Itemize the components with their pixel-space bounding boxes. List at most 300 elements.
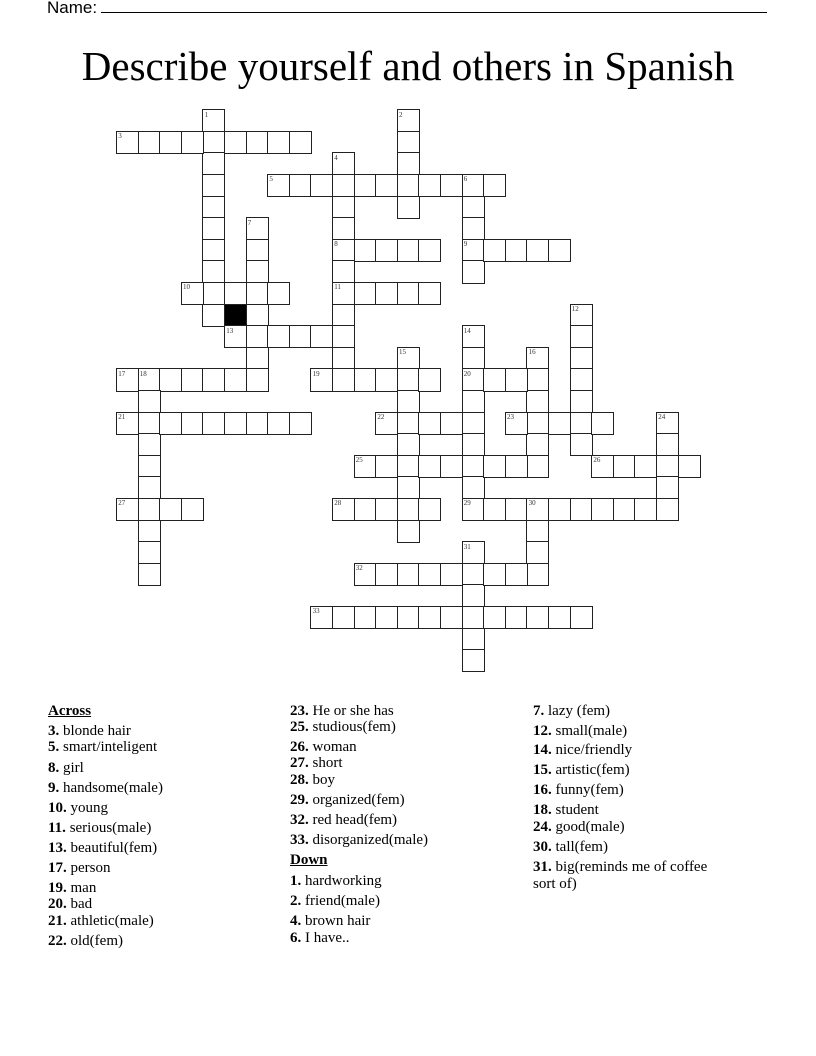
clue-number: 5	[269, 175, 273, 184]
grid-cell[interactable]	[656, 455, 679, 478]
grid-cell[interactable]	[526, 541, 549, 564]
clue-number: 25	[355, 456, 363, 465]
grid-cell[interactable]	[526, 390, 549, 413]
clue-number-label: 18.	[533, 802, 552, 818]
grid-cell[interactable]	[267, 412, 290, 435]
clue-number: 27	[118, 499, 126, 508]
clue-number-label: 26.	[290, 739, 309, 755]
grid-cell[interactable]	[462, 260, 485, 283]
clue-number-label: 13.	[48, 840, 67, 856]
clue-number: 8	[334, 240, 338, 249]
clue-text: handsome(male)	[59, 780, 163, 796]
grid-cell[interactable]	[570, 433, 593, 456]
grid-cell[interactable]	[181, 368, 204, 391]
grid-cell[interactable]	[505, 239, 528, 262]
clue-item	[290, 772, 335, 788]
clue-number: 28	[334, 499, 342, 508]
clue-number-label: 25.	[290, 719, 309, 735]
page-title: Describe yourself and others in Spanish	[81, 43, 735, 89]
clue-text: girl	[59, 760, 84, 776]
clue-item	[48, 780, 163, 796]
clue-text: disorganized(male)	[308, 832, 429, 848]
grid-cell[interactable]	[483, 368, 506, 391]
grid-cell[interactable]	[202, 304, 225, 327]
clue-number: 1	[204, 110, 209, 119]
grid-cell[interactable]	[397, 498, 420, 521]
clue-number: 14	[463, 326, 471, 335]
grid-cell[interactable]	[397, 455, 420, 478]
grid-cell[interactable]	[526, 239, 549, 262]
grid-cell[interactable]	[224, 368, 247, 391]
grid-cell[interactable]	[462, 433, 485, 456]
grid-cell[interactable]	[397, 606, 420, 629]
grid-cell[interactable]	[332, 606, 355, 629]
clue-text: short	[308, 755, 343, 771]
clue-number-label: 3.	[48, 723, 60, 739]
grid-cell[interactable]	[483, 498, 506, 521]
grid-cell[interactable]	[246, 239, 269, 262]
clue-item	[290, 893, 380, 909]
grid-cell[interactable]	[246, 131, 269, 154]
grid-cell[interactable]	[202, 217, 225, 240]
clue-number: 24	[658, 412, 666, 421]
clue-number-label: 12.	[533, 723, 552, 739]
clue-number-label: 32.	[290, 812, 309, 828]
clue-item	[290, 792, 405, 808]
clue-item	[533, 782, 624, 798]
clue-item	[290, 755, 343, 771]
grid-cell[interactable]	[246, 304, 269, 327]
grid-cell[interactable]	[289, 412, 312, 435]
clue-number-label: 11.	[48, 820, 66, 836]
clue-text: tall(fem)	[551, 839, 608, 855]
clue-number-label: 7.	[533, 703, 545, 719]
grid-cell[interactable]	[526, 520, 549, 543]
grid-cell[interactable]	[246, 347, 269, 370]
clue-number-label: 4.	[290, 913, 302, 929]
grid-cell[interactable]	[375, 606, 398, 629]
clue-item	[48, 723, 131, 739]
grid-cell[interactable]	[224, 412, 247, 435]
grid-cell[interactable]	[570, 498, 593, 521]
clue-number: 2	[399, 110, 403, 119]
grid-cell[interactable]	[354, 282, 377, 305]
clue-number-label: 2.	[290, 893, 302, 909]
clue-text: student	[551, 802, 599, 818]
grid-cell[interactable]	[138, 412, 161, 435]
grid-cell[interactable]	[570, 368, 593, 391]
grid-cell[interactable]	[181, 131, 204, 154]
grid-cell[interactable]	[397, 239, 420, 262]
clue-item	[533, 859, 707, 875]
grid-cell[interactable]	[267, 282, 290, 305]
clue-number: 18	[139, 369, 147, 378]
grid-cell[interactable]	[462, 455, 485, 478]
clue-item	[290, 812, 397, 828]
grid-cell[interactable]	[397, 196, 420, 219]
clue-number: 30	[528, 499, 536, 508]
clue-number-label: 30.	[533, 839, 552, 855]
grid-cell[interactable]	[591, 412, 614, 435]
clue-item	[290, 703, 394, 719]
grid-cell[interactable]	[138, 498, 161, 521]
grid-cell[interactable]	[526, 455, 549, 478]
clue-number-label: 15.	[533, 762, 552, 778]
grid-cell[interactable]	[505, 563, 528, 586]
grid-cell[interactable]	[505, 498, 528, 521]
grid-cell[interactable]	[181, 412, 204, 435]
clue-item	[48, 840, 157, 856]
grid-cell[interactable]	[462, 196, 485, 219]
clue-number: 22	[377, 412, 385, 421]
down-heading: Down	[290, 852, 328, 868]
grid-cell[interactable]	[462, 476, 485, 499]
clue-number-label: 10.	[48, 800, 67, 816]
grid-cell[interactable]	[548, 239, 571, 262]
clue-number-label: 8.	[48, 760, 60, 776]
grid-cell[interactable]	[613, 498, 636, 521]
grid-cell[interactable]	[462, 412, 485, 435]
grid-cell[interactable]	[613, 455, 636, 478]
grid-cell[interactable]	[462, 584, 485, 607]
clue-text: athletic(male)	[66, 913, 154, 929]
clue-item	[533, 742, 632, 758]
clue-number: 26	[593, 456, 601, 465]
grid-cell[interactable]	[440, 455, 463, 478]
clue-text: organized(fem)	[308, 792, 405, 808]
grid-cell[interactable]	[138, 563, 161, 586]
grid-cell[interactable]	[224, 131, 247, 154]
clue-number-label: 21.	[48, 913, 67, 929]
clue-number: 29	[463, 499, 471, 508]
grid-cell[interactable]	[332, 325, 355, 348]
clue-number: 31	[463, 542, 471, 551]
grid-cell[interactable]	[202, 174, 225, 197]
clue-text: brown hair	[301, 913, 371, 929]
clue-item	[533, 723, 627, 739]
clue-text: beautiful(fem)	[66, 840, 158, 856]
grid-cell[interactable]	[332, 196, 355, 219]
grid-cell[interactable]	[202, 282, 225, 305]
grid-cell[interactable]	[526, 563, 549, 586]
grid-cell[interactable]	[246, 282, 269, 305]
clue-text: man	[66, 880, 97, 896]
clue-number: 7	[247, 218, 252, 227]
clue-text: sort of)	[533, 876, 577, 892]
grid-cell[interactable]	[462, 563, 485, 586]
grid-cell[interactable]	[418, 498, 441, 521]
clue-number: 9	[463, 240, 468, 249]
grid-cell[interactable]	[418, 239, 441, 262]
clue-item	[48, 913, 154, 929]
clue-number: 12	[571, 304, 579, 313]
clue-item	[533, 703, 610, 719]
clue-number: 6	[463, 175, 468, 184]
grid-cell[interactable]	[332, 174, 355, 197]
clue-text: lazy (fem)	[544, 703, 611, 719]
grid-cell[interactable]	[548, 498, 571, 521]
clue-item	[48, 860, 111, 876]
grid-cell[interactable]	[354, 606, 377, 629]
clue-number-label: 24.	[533, 819, 552, 835]
grid-cell[interactable]	[202, 368, 225, 391]
grid-cell[interactable]	[570, 347, 593, 370]
clue-item	[290, 719, 396, 735]
clue-number: 17	[118, 369, 126, 378]
clue-number-label: 33.	[290, 832, 309, 848]
grid-cell[interactable]	[224, 282, 247, 305]
clue-item	[48, 800, 108, 816]
grid-cell[interactable]	[202, 131, 225, 154]
grid-cell[interactable]	[548, 606, 571, 629]
grid-cell[interactable]	[397, 131, 420, 154]
grid-cell[interactable]	[397, 390, 420, 413]
grid-cell[interactable]	[138, 433, 161, 456]
clue-text: big(reminds me of coffee	[551, 859, 708, 875]
clue-number-label: 1.	[290, 873, 302, 889]
clue-text: good(male)	[551, 819, 625, 835]
grid-cell[interactable]	[159, 131, 182, 154]
grid-cell[interactable]	[505, 368, 528, 391]
grid-cell[interactable]	[570, 606, 593, 629]
grid-cell[interactable]	[483, 606, 506, 629]
clue-number-label: 20.	[48, 896, 67, 912]
grid-cell[interactable]	[505, 606, 528, 629]
grid-cell[interactable]	[332, 217, 355, 240]
grid-cell[interactable]	[505, 455, 528, 478]
black-cell	[224, 304, 247, 327]
grid-cell[interactable]	[332, 368, 355, 391]
grid-cell[interactable]	[418, 606, 441, 629]
grid-cell[interactable]	[483, 239, 506, 262]
grid-cell[interactable]	[354, 239, 377, 262]
grid-cell[interactable]	[202, 239, 225, 262]
grid-cell[interactable]	[375, 368, 398, 391]
grid-cell[interactable]	[462, 347, 485, 370]
clue-item	[290, 873, 382, 889]
grid-cell[interactable]	[418, 174, 441, 197]
clue-item	[290, 930, 350, 946]
clue-number-label: 14.	[533, 742, 552, 758]
clue-item	[48, 896, 92, 912]
clue-number-label: 22.	[48, 933, 67, 949]
clue-number-label: 29.	[290, 792, 309, 808]
grid-cell[interactable]	[138, 455, 161, 478]
grid-cell[interactable]	[375, 174, 398, 197]
clue-number: 13	[226, 326, 234, 335]
grid-cell[interactable]	[246, 260, 269, 283]
grid-cell[interactable]	[483, 174, 506, 197]
clue-number-label: 28.	[290, 772, 309, 788]
grid-cell[interactable]	[570, 412, 593, 435]
clue-item	[533, 802, 599, 818]
grid-cell[interactable]	[397, 520, 420, 543]
grid-cell[interactable]	[462, 390, 485, 413]
grid-cell[interactable]	[310, 174, 333, 197]
clue-text: smart/inteligent	[59, 739, 158, 755]
clue-text: small(male)	[551, 723, 628, 739]
clue-text: blonde hair	[59, 723, 131, 739]
grid-cell[interactable]	[310, 325, 333, 348]
grid-cell[interactable]	[418, 368, 441, 391]
grid-cell[interactable]	[526, 433, 549, 456]
grid-cell[interactable]	[159, 368, 182, 391]
grid-cell[interactable]	[332, 260, 355, 283]
grid-cell[interactable]	[397, 152, 420, 175]
clue-number-label: 16.	[533, 782, 552, 798]
grid-cell[interactable]	[656, 433, 679, 456]
clue-number-label: 5.	[48, 739, 60, 755]
clue-text: funny(fem)	[551, 782, 624, 798]
grid-cell[interactable]	[418, 282, 441, 305]
clue-number: 10	[183, 283, 190, 292]
clue-item	[290, 832, 428, 848]
grid-cell[interactable]	[397, 563, 420, 586]
clue-text: young	[66, 800, 108, 816]
clue-text: bad	[66, 896, 93, 912]
clue-number: 16	[528, 348, 536, 357]
clue-text: hardworking	[301, 873, 382, 889]
clue-item	[48, 820, 151, 836]
grid-cell[interactable]	[462, 649, 485, 672]
clue-text: old(fem)	[66, 933, 123, 949]
clue-text: red head(fem)	[308, 812, 398, 828]
clue-number-label: 9.	[48, 780, 60, 796]
grid-cell[interactable]	[202, 260, 225, 283]
grid-cell[interactable]	[289, 325, 312, 348]
clue-number-label: 6.	[290, 930, 302, 946]
grid-cell[interactable]	[354, 174, 377, 197]
across-heading: Across	[48, 703, 92, 719]
clue-text: friend(male)	[301, 893, 380, 909]
clue-number-label: 31.	[533, 859, 552, 875]
grid-cell[interactable]	[181, 498, 204, 521]
clue-item	[533, 762, 630, 778]
clue-text: boy	[308, 772, 335, 788]
grid-cell[interactable]	[418, 412, 441, 435]
clue-number: 32	[355, 564, 363, 573]
clue-number: 33	[312, 607, 320, 616]
grid-cell[interactable]	[634, 498, 657, 521]
grid-cell[interactable]	[202, 412, 225, 435]
grid-cell[interactable]	[483, 455, 506, 478]
grid-cell[interactable]	[656, 476, 679, 499]
grid-cell[interactable]	[375, 455, 398, 478]
grid-cell[interactable]	[591, 498, 614, 521]
grid-cell[interactable]	[678, 455, 701, 478]
grid-cell[interactable]	[202, 152, 225, 175]
grid-cell[interactable]	[246, 368, 269, 391]
grid-cell[interactable]	[462, 606, 485, 629]
grid-cell[interactable]	[138, 131, 161, 154]
grid-cell[interactable]	[289, 131, 312, 154]
grid-cell[interactable]	[526, 606, 549, 629]
grid-cell[interactable]	[397, 368, 420, 391]
grid-cell[interactable]	[332, 304, 355, 327]
grid-cell[interactable]	[397, 174, 420, 197]
clue-text: serious(male)	[65, 820, 152, 836]
grid-cell[interactable]	[548, 412, 571, 435]
grid-cell[interactable]	[202, 196, 225, 219]
grid-cell[interactable]	[656, 498, 679, 521]
grid-cell[interactable]	[570, 390, 593, 413]
grid-cell[interactable]	[138, 520, 161, 543]
grid-cell[interactable]	[440, 174, 463, 197]
clue-text: He or she has	[308, 703, 394, 719]
clue-number-label: 19.	[48, 880, 67, 896]
grid-cell[interactable]	[138, 476, 161, 499]
grid-cell[interactable]	[526, 368, 549, 391]
clue-item	[48, 880, 96, 896]
clue-text: artistic(fem)	[551, 762, 630, 778]
clue-number: 20	[463, 369, 471, 378]
grid-cell[interactable]	[375, 282, 398, 305]
clue-number: 3	[118, 132, 122, 141]
grid-cell[interactable]	[462, 628, 485, 651]
grid-cell[interactable]	[267, 325, 290, 348]
grid-cell[interactable]	[289, 174, 312, 197]
grid-cell[interactable]	[332, 347, 355, 370]
grid-cell[interactable]	[526, 412, 549, 435]
clue-text: nice/friendly	[551, 742, 633, 758]
clue-text: person	[66, 860, 111, 876]
clue-item	[533, 876, 577, 892]
grid-cell[interactable]	[397, 433, 420, 456]
clue-number: 15	[399, 348, 406, 357]
clue-number: 23	[507, 412, 514, 421]
grid-cell[interactable]	[440, 412, 463, 435]
clue-item	[533, 819, 625, 835]
grid-cell[interactable]	[440, 606, 463, 629]
grid-cell[interactable]	[138, 541, 161, 564]
grid-cell[interactable]	[354, 498, 377, 521]
clue-item	[48, 739, 157, 755]
grid-cell[interactable]	[462, 217, 485, 240]
clue-number-label: 27.	[290, 755, 309, 771]
clue-number: 11	[334, 283, 341, 292]
grid-cell[interactable]	[570, 325, 593, 348]
grid-cell[interactable]	[375, 498, 398, 521]
clue-text: I have..	[301, 930, 350, 946]
grid-cell[interactable]	[159, 498, 182, 521]
grid-cell[interactable]	[267, 131, 290, 154]
grid-cell[interactable]	[375, 563, 398, 586]
grid-cell[interactable]	[138, 390, 161, 413]
name-label: Name:	[47, 0, 98, 17]
grid-cell[interactable]	[246, 325, 269, 348]
grid-cell[interactable]	[397, 282, 420, 305]
grid-cell[interactable]	[159, 412, 182, 435]
grid-cell[interactable]	[354, 368, 377, 391]
grid-cell[interactable]	[440, 563, 463, 586]
clue-number: 4	[334, 153, 338, 162]
clue-item	[48, 760, 84, 776]
clue-number-label: 23.	[290, 703, 309, 719]
grid-cell[interactable]	[483, 563, 506, 586]
clue-text: studious(fem)	[308, 719, 396, 735]
grid-cell[interactable]	[397, 476, 420, 499]
grid-cell[interactable]	[634, 455, 657, 478]
grid-cell[interactable]	[418, 563, 441, 586]
grid-cell[interactable]	[375, 239, 398, 262]
clue-item	[290, 913, 370, 929]
clue-number: 19	[312, 369, 320, 378]
clue-number-label: 17.	[48, 860, 67, 876]
clue-number: 21	[118, 412, 126, 421]
grid-cell[interactable]	[418, 455, 441, 478]
grid-cell[interactable]	[397, 412, 420, 435]
grid-cell[interactable]	[246, 412, 269, 435]
